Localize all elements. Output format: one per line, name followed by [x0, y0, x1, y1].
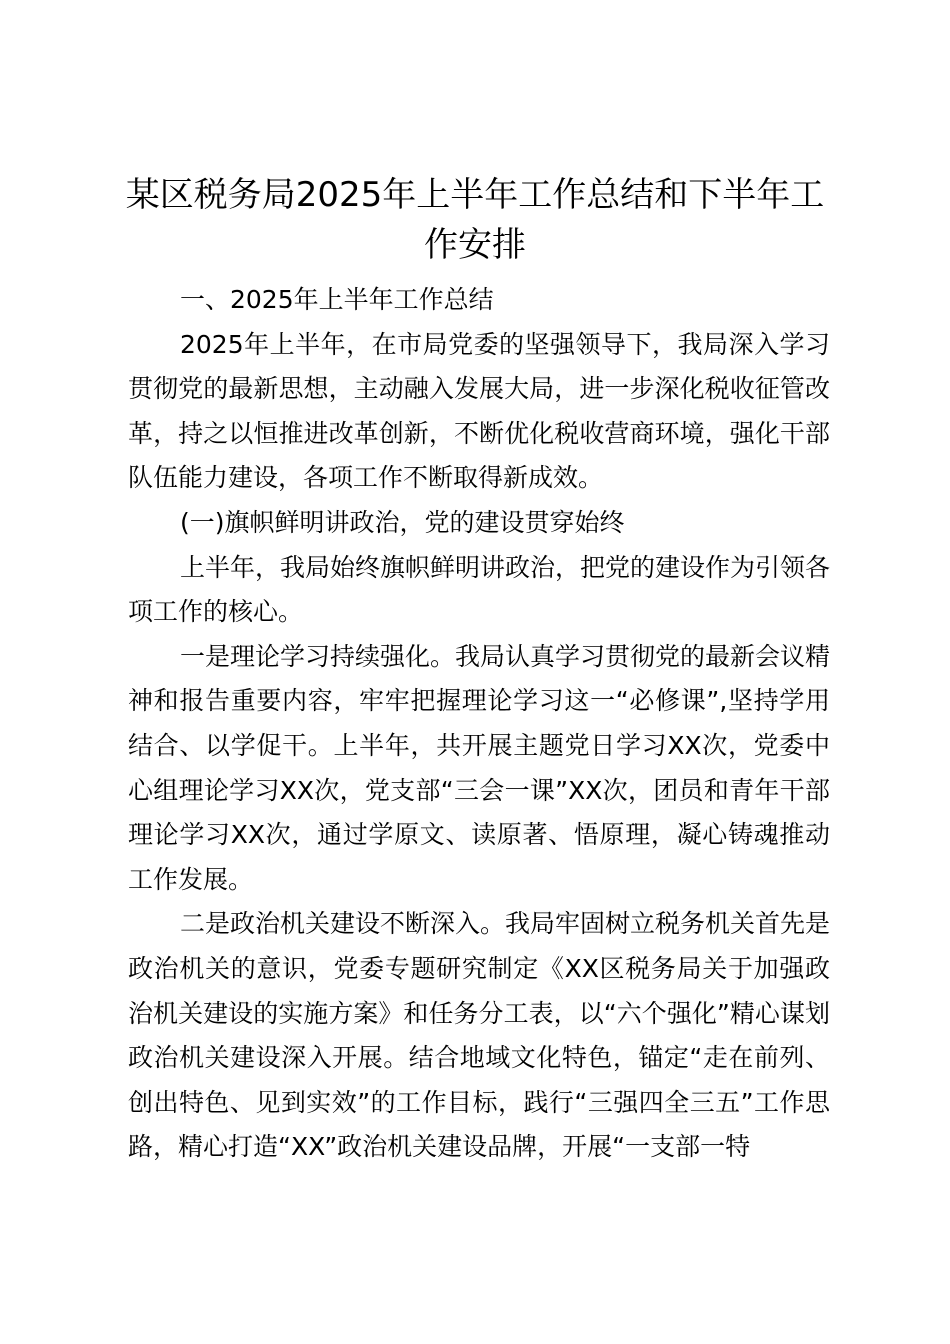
document-body — [128, 278, 830, 1170]
body-paragraph: 一是理论学习持续强化。我局认真学习贯彻党的最新会议精神和报告重要内容，牢牢把握理论学习这一“必修课”,坚持学用结合、以学促干。上半年，共开展主题党日学习XX次，党委中心组理论学习XX次，党支部“三会一课”XX次，团员和青年干部理论学习XX次，通过学原文、读原著、悟原理，凝心铸魂推动工作发展。 — [128, 641, 831, 894]
section-heading: 一、2025年上半年工作总结 — [180, 285, 494, 314]
body-paragraph: 上半年，我局始终旗帜鲜明讲政治，把党的建设作为引领各项工作的核心。 — [128, 552, 831, 627]
body-paragraph: 2025年上半年，在市局党委的坚强领导下，我局深入学习贯彻党的最新思想，主动融入发展大局，进一步深化税收征管改革，持之以恒推进改革创新，不断优化税收营商环境，强化干部队伍能力建设，各项工作不断取得新成效。 — [128, 329, 830, 493]
body-paragraph: 二是政治机关建设不断深入。我局牢固树立税务机关首先是政治机关的意识，党委专题研究制定《XX区税务局关于加强政治机关建设的实施方案》和任务分工表，以“六个强化”精心谋划政治机关建设深入开展。结合地域文化特色，锚定“走在前列、创出特色、见到实效”的工作目标，践行“三强四全三五”工作思路，精心打造“XX”政治机关建设品牌，开展“一支部一特 — [128, 909, 831, 1162]
subsection-heading: (一)旗帜鲜明讲政治，党的建设贯穿始终 — [180, 507, 625, 537]
document-title: 某区税务局2025年上半年工作总结和下半年工作安排 — [125, 175, 825, 265]
